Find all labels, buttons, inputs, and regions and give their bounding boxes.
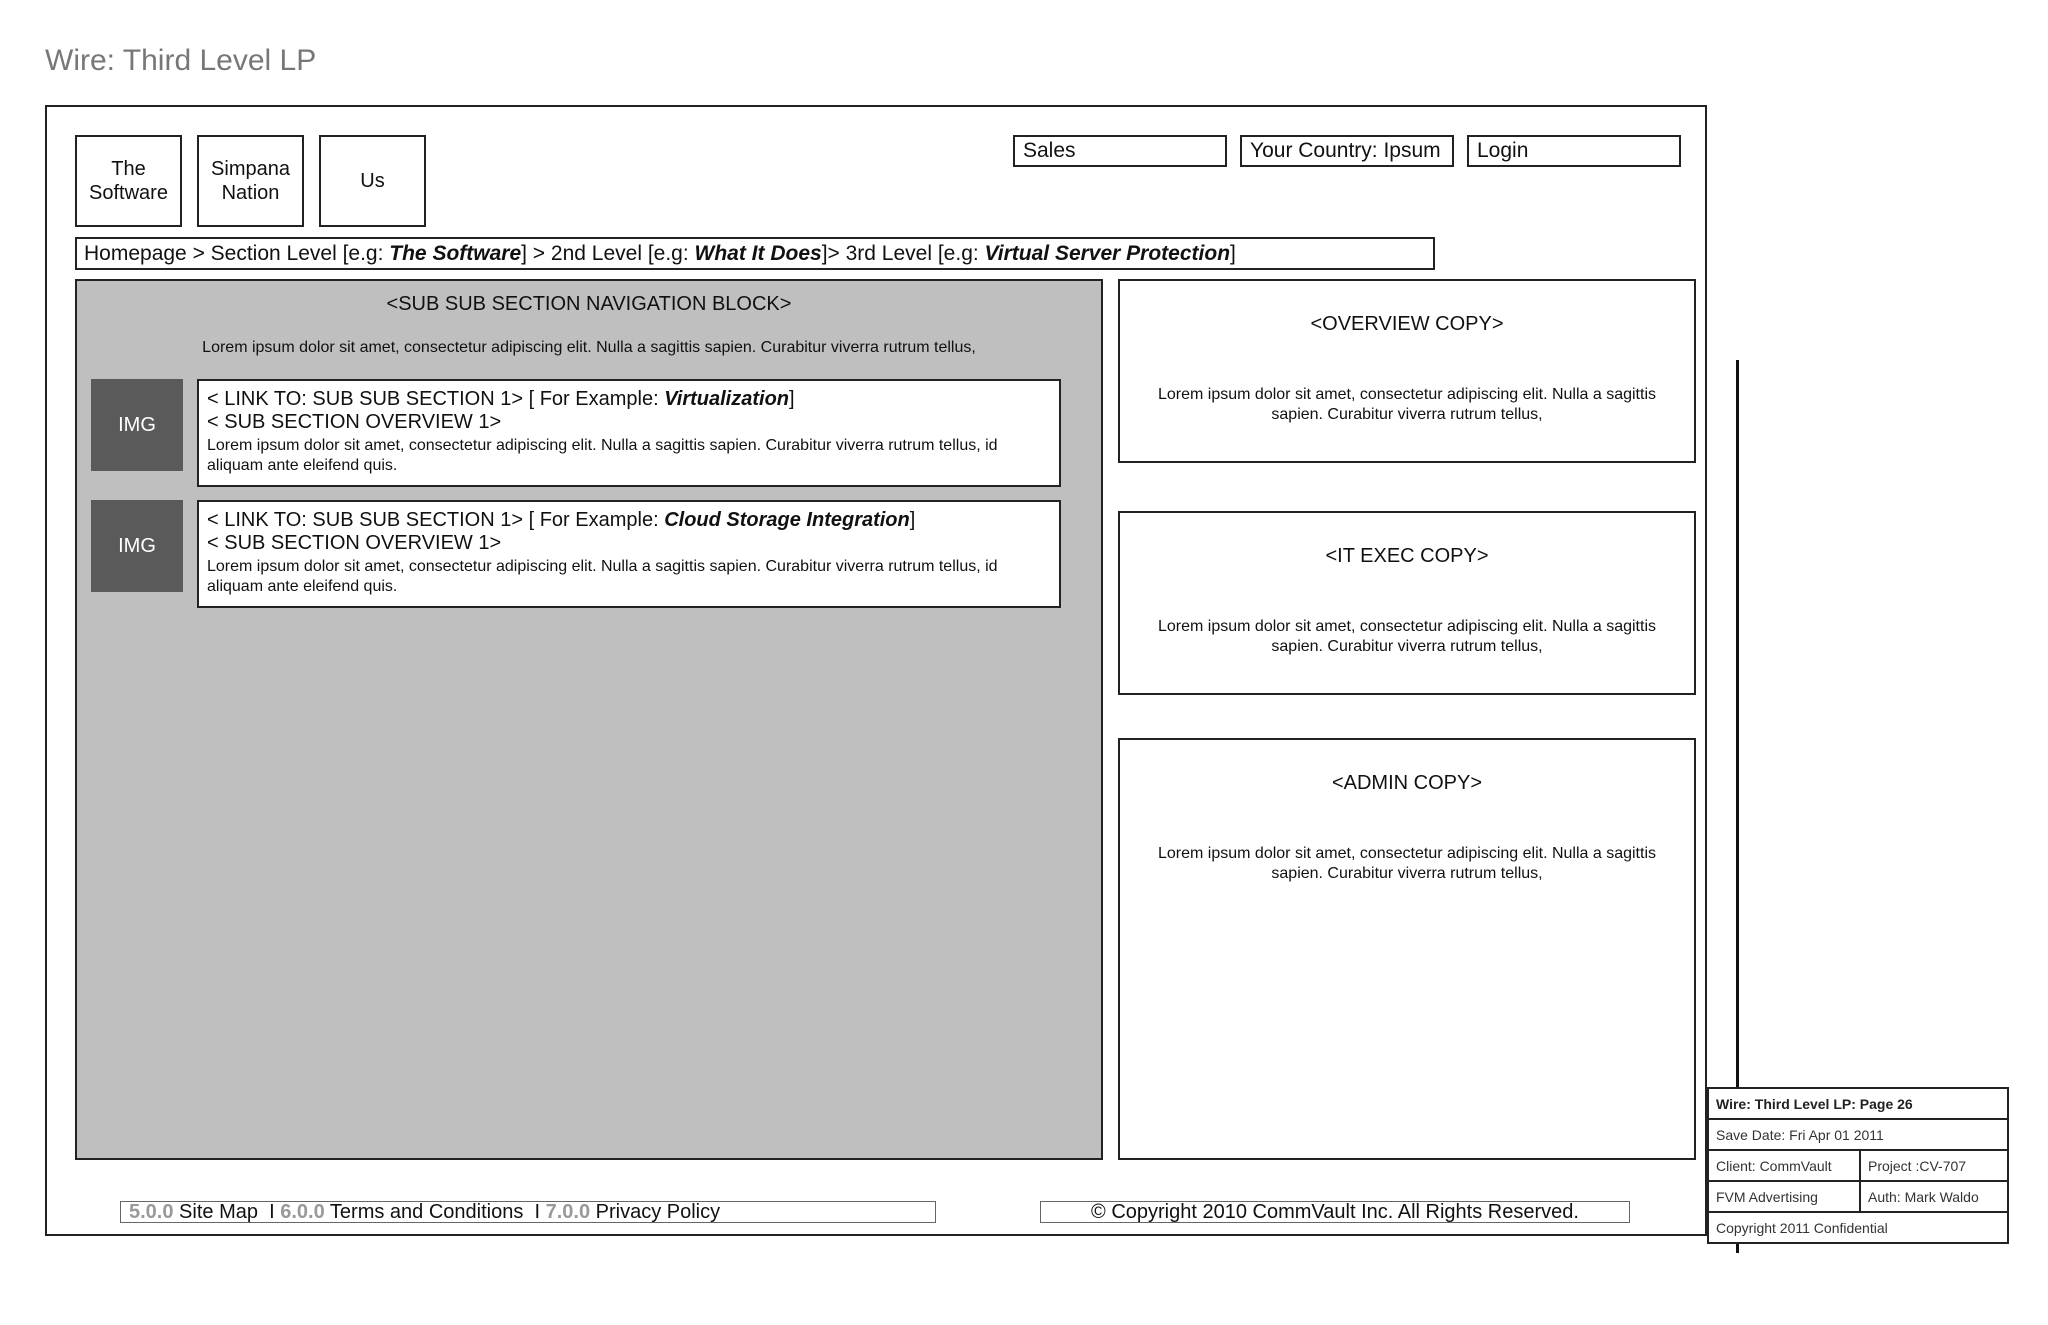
sub-section-overview-title: < SUB SECTION OVERVIEW 1>: [207, 532, 502, 554]
breadcrumb-3rd-level: Virtual Server Protection: [984, 242, 1231, 265]
info-agency: FVM Advertising: [1709, 1182, 1861, 1211]
copy-heading: <OVERVIEW COPY>: [1310, 313, 1504, 335]
info-client: Client: CommVault: [1709, 1151, 1861, 1180]
sub-section-overview-title: < SUB SECTION OVERVIEW 1>: [207, 411, 502, 433]
page-title: Wire: Third Level LP: [45, 44, 317, 77]
footer-link-label: Terms and Conditions: [329, 1201, 524, 1223]
footer-link-number: 6.0.0: [280, 1201, 325, 1223]
sub-section-overview-body: Lorem ipsum dolor sit amet, consectetur adipiscing elit. Nulla a sagittis sapien. Curabitur viverra rutrum tellus, id aliquam ante eleifend quis.: [207, 437, 998, 474]
nav-tab-us[interactable]: [319, 135, 426, 227]
nav-tab-the-software[interactable]: [75, 135, 182, 227]
nav-tab-simpana-nation[interactable]: [197, 135, 304, 227]
info-author: Auth: Mark Waldo: [1868, 1188, 1979, 1205]
breadcrumb-section: The Software: [389, 242, 522, 265]
footer-link-label: Privacy Policy: [595, 1201, 721, 1223]
footer-link-label: Site Map: [179, 1201, 258, 1223]
login-link[interactable]: Login: [1467, 135, 1681, 167]
nav-block-intro: Lorem ipsum dolor sit amet, consectetur adipiscing elit. Nulla a sagittis sapien. Curabitur viverra rutrum tellus,: [202, 339, 976, 356]
info-confidential: Copyright 2011 Confidential: [1716, 1219, 1888, 1236]
sub-section-link[interactable]: [207, 509, 1051, 532]
footer-separator: I: [269, 1201, 275, 1223]
nav-tab-label: Simpana: [211, 158, 290, 180]
copy-heading: <ADMIN COPY>: [1331, 772, 1483, 794]
nav-tab-label: The: [111, 158, 146, 180]
link-example: Virtualization: [664, 388, 790, 410]
nav-tab-label: Nation: [221, 182, 280, 204]
link-text: ]: [789, 388, 795, 410]
overview-copy-box: [1118, 279, 1696, 463]
info-save-date: Save Date: Fri Apr 01 2011: [1716, 1126, 1884, 1143]
link-example: Cloud Storage Integration: [664, 509, 910, 531]
nav-tab-label: Us: [360, 170, 385, 192]
breadcrumb-text: ]: [1230, 242, 1236, 265]
copy-body: Lorem ipsum dolor sit amet, consectetur adipiscing elit. Nulla a sagittis sapien. Curabitur viverra rutrum tellus,: [1158, 845, 1656, 882]
info-project: Project :CV-707: [1868, 1157, 1967, 1174]
copy-heading: <IT EXEC COPY>: [1325, 545, 1489, 567]
copy-body: Lorem ipsum dolor sit amet, consectetur adipiscing elit. Nulla a sagittis sapien. Curabitur viverra rutrum tellus,: [1158, 386, 1656, 423]
footer-link-number: 5.0.0: [129, 1201, 174, 1223]
footer-link-number: 7.0.0: [545, 1201, 591, 1223]
sub-section-link-card[interactable]: [197, 379, 1061, 487]
country-selector[interactable]: Your Country: Ipsum: [1240, 135, 1454, 167]
copyright-notice: © Copyright 2010 CommVault Inc. All Rights Reserved.: [1040, 1201, 1630, 1223]
nav-tab-label: Software: [89, 182, 168, 204]
footer-link-privacy[interactable]: [546, 1201, 721, 1223]
image-placeholder: IMG: [91, 500, 183, 592]
link-text: ]: [909, 509, 916, 531]
breadcrumb-text: ] > 2nd Level [e.g:: [521, 242, 695, 265]
admin-copy-box: [1118, 738, 1696, 1160]
link-text: < LINK TO: SUB SUB SECTION 1> [ For Example:: [207, 509, 665, 531]
footer-link-terms[interactable]: [280, 1201, 523, 1223]
breadcrumb-text: Homepage > Section Level [e.g:: [84, 242, 390, 265]
breadcrumb-2nd-level: What It Does: [694, 242, 822, 265]
footer-separator: I: [534, 1201, 541, 1223]
sales-link[interactable]: Sales: [1013, 135, 1227, 167]
link-text: < LINK TO: SUB SUB SECTION 1> [ For Example:: [207, 388, 665, 410]
footer-link-site-map[interactable]: [129, 1201, 258, 1223]
copy-body: Lorem ipsum dolor sit amet, consectetur adipiscing elit. Nulla a sagittis sapien. Curabitur viverra rutrum tellus,: [1158, 618, 1656, 655]
sub-section-overview-body: Lorem ipsum dolor sit amet, consectetur adipiscing elit. Nulla a sagittis sapien. Curabitur viverra rutrum tellus, id aliquam ante eleifend quis.: [207, 558, 998, 595]
image-placeholder: IMG: [91, 379, 183, 471]
sub-sub-section-nav-block: [75, 279, 1103, 1160]
sub-section-link[interactable]: [207, 388, 1051, 411]
sub-section-link-card[interactable]: [197, 500, 1061, 608]
breadcrumb-text: ]> 3rd Level [e.g:: [821, 242, 985, 265]
document-info-table: [1707, 1087, 2009, 1244]
it-exec-copy-box: [1118, 511, 1696, 695]
footer-links: [120, 1201, 936, 1223]
info-page-title: Wire: Third Level LP: Page 26: [1716, 1095, 1913, 1112]
nav-block-title: <SUB SUB SECTION NAVIGATION BLOCK>: [386, 293, 792, 315]
breadcrumb[interactable]: [75, 237, 1435, 270]
